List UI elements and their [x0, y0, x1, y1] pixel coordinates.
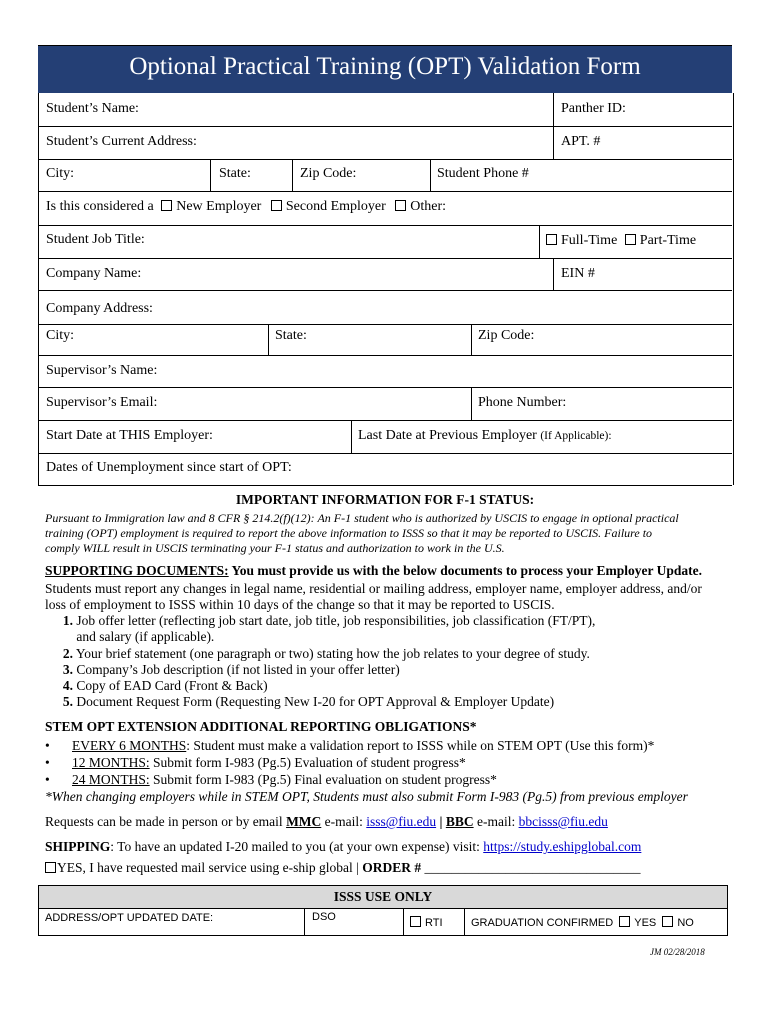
row-unemployment [38, 453, 734, 485]
if-applicable-label: (If Applicable): [540, 430, 612, 442]
info-text-2: training (OPT) employment is required to report the above information to ISSS so that it may be reported to USCIS. Failure to [45, 526, 653, 540]
list-item: 1. Job offer letter (reflecting job start date, job title, job responsibilities, job classification (FT/PT), [62, 613, 596, 628]
dso-label: DSO [312, 911, 336, 923]
apt-label: APT. # [561, 134, 601, 149]
row-job-title [38, 225, 734, 258]
row-student-name [38, 93, 734, 126]
new-employer-checkbox[interactable] [161, 200, 172, 211]
considered-label: Is this considered a [46, 199, 154, 214]
mmc-label: MMC [286, 814, 322, 829]
students-name-label: Student’s Name: [46, 101, 139, 116]
rti-checkbox[interactable] [410, 916, 421, 927]
order-line[interactable]: ________________________________ [421, 860, 641, 875]
list-item: • 24 MONTHS: Submit form I-983 (Pg.5) Final evaluation on student progress* [45, 772, 497, 787]
row-company-city [38, 324, 734, 355]
row-current-address [38, 126, 734, 159]
other-label: Other: [410, 199, 447, 214]
list-item: 2. Your brief statement (one paragraph or two) stating how the job relates to your degree of study. [62, 645, 590, 661]
other-checkbox[interactable] [395, 200, 406, 211]
supporting-heading-line [45, 563, 702, 579]
full-time-checkbox[interactable] [546, 234, 557, 245]
row-supervisor-email [38, 387, 734, 420]
list-item: • 12 MONTHS: Submit form I-983 (Pg.5) Evaluation of student progress* [45, 755, 466, 770]
city-label: City: [46, 166, 75, 181]
supervisor-name-label: Supervisor’s Name: [46, 363, 158, 378]
graduation-no-checkbox[interactable] [662, 916, 673, 927]
part-time-checkbox[interactable] [625, 234, 636, 245]
start-date-label: Start Date at THIS Employer: [46, 428, 213, 443]
second-employer-checkbox[interactable] [271, 200, 282, 211]
info-text-3: comply WILL result in USCIS terminating your F-1 status and authorization to work in the U.S. [45, 541, 505, 555]
isss-row [38, 908, 728, 936]
info-text-1: Pursuant to Immigration law and 8 CFR § 214.2(f)(12): An F-1 student who is authorized by USCIS to engage in optional practical [45, 511, 679, 525]
eship-yes-label: YES, I have requested mail service using e-ship global | [57, 860, 363, 875]
row-city-state [38, 159, 734, 191]
second-employer-label: Second Employer [285, 199, 386, 214]
row-employer-type [38, 191, 734, 225]
eship-yes-checkbox[interactable] [45, 862, 56, 873]
footer-code: JM 02/28/2018 [650, 947, 705, 957]
list-item: 4. Copy of EAD Card (Front & Back) [62, 678, 268, 694]
list-item: and salary (if applicable). [76, 629, 215, 645]
state-label: State: [219, 166, 251, 181]
full-time-label: Full-Time [561, 233, 618, 248]
company-zip-label: Zip Code: [478, 328, 535, 343]
row-supervisor-name [38, 355, 734, 387]
address-updated-label: ADDRESS/OPT UPDATED DATE: [45, 912, 214, 924]
supporting-para-1: Students must report any changes in legal name, residential or mailing address, employer name, employer address, and/or [45, 581, 702, 596]
phone-number-label: Phone Number: [478, 395, 567, 410]
bbc-label: BBC [445, 814, 474, 829]
new-employer-label: New Employer [176, 199, 262, 214]
graduation-yes-checkbox[interactable] [619, 916, 630, 927]
student-phone-label: Student Phone # [437, 166, 529, 181]
last-date-label: Last Date at Previous Employer [358, 428, 537, 443]
company-city-label: City: [46, 328, 75, 343]
info-heading: IMPORTANT INFORMATION FOR F-1 STATUS: [235, 492, 535, 507]
eship-link[interactable]: https://study.eshipglobal.com [483, 839, 642, 854]
shipping-label: SHIPPING [45, 839, 111, 854]
graduation-label: GRADUATION CONFIRMED [471, 917, 614, 929]
bbc-email-link[interactable]: bbcisss@fiu.edu [518, 814, 608, 829]
company-name-label: Company Name: [46, 266, 142, 281]
row-start-date [38, 420, 734, 453]
part-time-label: Part-Time [639, 233, 697, 248]
job-title-label: Student Job Title: [46, 232, 145, 247]
isss-heading-bar [38, 885, 728, 909]
shipping-line: SHIPPING: To have an updated I-20 mailed to you (at your own expense) visit: https://study.eshipglobal.com [45, 839, 642, 854]
form-title: Optional Practical Training (OPT) Validation Form [129, 53, 641, 80]
company-address-label: Company Address: [46, 301, 153, 316]
isss-heading: ISSS USE ONLY [333, 889, 433, 904]
ein-label: EIN # [561, 266, 595, 281]
stem-list [45, 737, 654, 788]
stem-heading: STEM OPT EXTENSION ADDITIONAL REPORTING OBLIGATIONS* [45, 719, 477, 734]
stem-note: *When changing employers while in STEM OPT, Students must also submit Form I-983 (Pg.5) from previous employer [45, 789, 688, 804]
current-address-label: Student’s Current Address: [46, 134, 197, 149]
supporting-list [45, 613, 595, 711]
list-item: 5. Document Request Form (Requesting New I-20 for OPT Approval & Employer Update) [62, 694, 555, 710]
supporting-para-2: loss of employment to ISSS within 10 days of the change so that it may be reported to USCIS. [45, 597, 555, 612]
panther-id-label: Panther ID: [561, 101, 626, 116]
supporting-heading: SUPPORTING DOCUMENTS: [45, 563, 229, 578]
graduation-yes-label: YES [634, 917, 657, 929]
rti-label: RTI [425, 917, 443, 929]
zip-label: Zip Code: [300, 166, 357, 181]
supervisor-email-label: Supervisor’s Email: [46, 395, 158, 410]
row-company-address [38, 290, 734, 324]
form-title-bar [38, 45, 732, 93]
list-item: • EVERY 6 MONTHS: Student must make a validation report to ISSS while on STEM OPT (Use this form)* [45, 738, 655, 753]
row-company-name [38, 258, 734, 290]
eship-yes-line [45, 860, 641, 876]
list-item: 3. Company’s Job description (if not listed in your offer letter) [62, 661, 400, 677]
order-label: ORDER # [362, 860, 422, 875]
graduation-no-label: NO [677, 917, 694, 929]
company-state-label: State: [275, 328, 307, 343]
unemployment-label: Dates of Unemployment since start of OPT: [46, 460, 292, 475]
supporting-heading-rest: You must provide us with the below documents to process your Employer Update. [228, 563, 702, 578]
mmc-email-link[interactable]: isss@fiu.edu [366, 814, 437, 829]
requests-line: Requests can be made in person or by email MMC e-mail: isss@fiu.edu | BBC e-mail: bbcisss@fiu.edu [45, 814, 608, 829]
